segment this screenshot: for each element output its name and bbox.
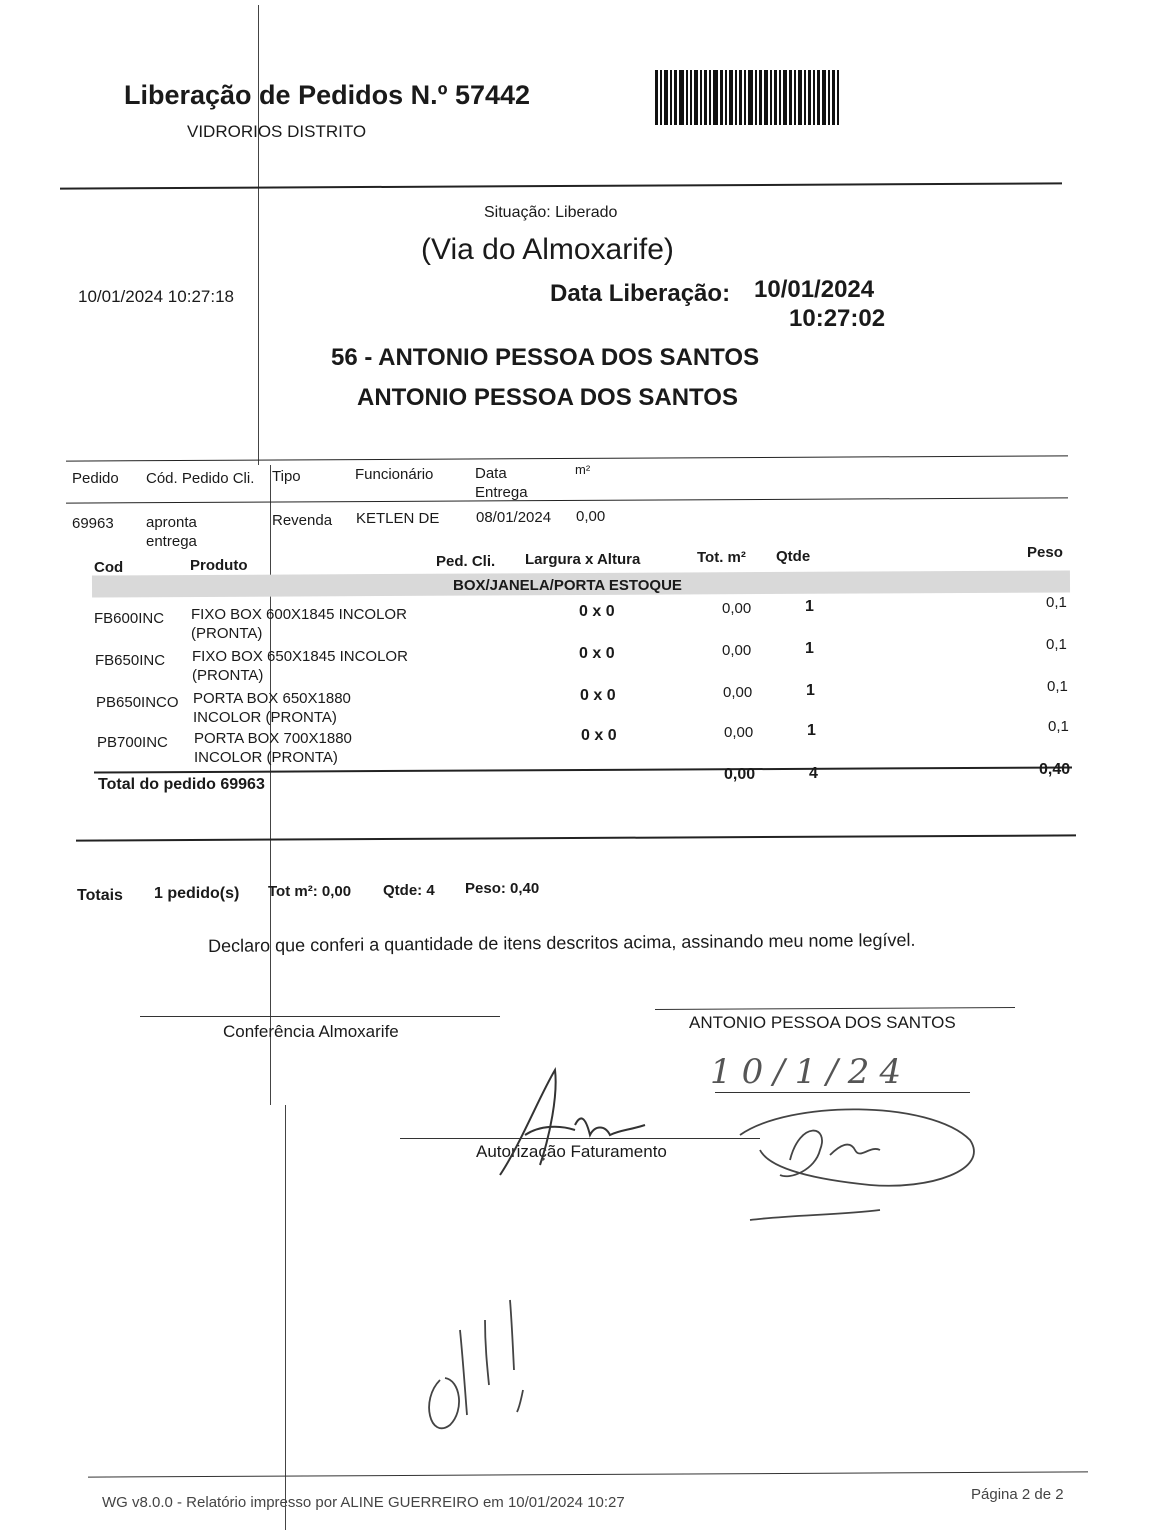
totals-divider [76, 834, 1076, 841]
item-cod: FB650INC [95, 652, 166, 669]
order-pedido: 69963 [72, 515, 114, 532]
handwritten-signature-autorizacao [480, 1055, 680, 1185]
items-col-qtde: Qtde [776, 548, 811, 565]
order-tipo: Revenda [272, 512, 333, 529]
order-total-m2: 0,00 [724, 766, 756, 783]
signature-line-conferencia [140, 1016, 500, 1017]
data-liberacao-date: 10/01/2024 [754, 276, 875, 303]
group-label: BOX/JANELA/PORTA ESTOQUE [453, 577, 682, 594]
items-total-divider [94, 766, 1072, 773]
item-tot-m2: 0,00 [724, 724, 754, 741]
signature-cliente-label: ANTONIO PESSOA DOS SANTOS [689, 1013, 956, 1032]
items-col-cod: Cod [94, 559, 124, 576]
item-dims: 0 x 0 [581, 727, 617, 744]
order-funcionario: KETLEN DE [356, 510, 440, 527]
order-data-entrega: 08/01/2024 [476, 509, 552, 526]
totals-m2: Tot m²: 0,00 [268, 883, 352, 900]
item-qtde: 1 [807, 722, 816, 739]
cliente-line-2: ANTONIO PESSOA DOS SANTOS [357, 384, 738, 411]
handwritten-date: 10/1/24 [710, 1052, 912, 1092]
handwritten-signature-cliente [730, 1090, 990, 1230]
item-qtde: 1 [806, 682, 815, 699]
item-peso: 0,1 [1048, 718, 1069, 735]
signature-line-cliente [655, 1007, 1015, 1010]
col-pedido: Pedido [72, 470, 119, 487]
items-col-ped-cli: Ped. Cli. [436, 553, 496, 570]
item-dims: 0 x 0 [579, 645, 615, 662]
declaration-text: Declaro que conferi a quantidade de itens descritos acima, assinando meu nome legível. [208, 929, 916, 956]
totals-qtde: Qtde: 4 [383, 882, 435, 899]
scan-line-artifact [285, 1105, 286, 1530]
footer-divider [88, 1471, 1088, 1477]
barcode [655, 70, 839, 125]
items-col-tot-m2: Tot. m² [697, 549, 746, 566]
item-qtde: 1 [805, 598, 814, 615]
col-cod-pedido-cli: Cód. Pedido Cli. [146, 470, 255, 487]
item-tot-m2: 0,00 [722, 642, 752, 659]
item-peso: 0,1 [1046, 594, 1067, 611]
order-total-qtde: 4 [809, 765, 818, 782]
items-col-largura-altura: Largura x Altura [525, 551, 641, 568]
signature-autorizacao-label: Autorização Faturamento [476, 1142, 667, 1161]
cliente-line-1: 56 - ANTONIO PESSOA DOS SANTOS [331, 344, 760, 371]
item-peso: 0,1 [1046, 636, 1067, 653]
item-produto: PORTA BOX 700X1880 INCOLOR (PRONTA) [194, 730, 352, 766]
scan-line-artifact [258, 5, 259, 465]
print-datetime: 10/01/2024 10:27:18 [78, 287, 234, 306]
item-tot-m2: 0,00 [723, 684, 753, 701]
order-divider-top [66, 455, 1068, 461]
item-tot-m2: 0,00 [722, 600, 752, 617]
item-dims: 0 x 0 [580, 687, 616, 704]
item-produto: FIXO BOX 650X1845 INCOLOR (PRONTA) [192, 648, 408, 684]
via-label: (Via do Almoxarife) [421, 233, 674, 266]
order-cod-cli: apronta entrega [146, 514, 197, 550]
footer-printed-by: WG v8.0.0 - Relatório impresso por ALINE GUERREIRO em 10/01/2024 10:27 [102, 1494, 625, 1511]
footer-page: Página 2 de 2 [971, 1486, 1064, 1503]
data-liberacao-label: Data Liberação: [550, 280, 731, 307]
totals-label: Totais [77, 887, 123, 904]
col-funcionario: Funcionário [355, 466, 434, 483]
col-data-entrega: Data Entrega [475, 465, 528, 501]
order-total-peso: 0,40 [1039, 761, 1071, 778]
items-col-produto: Produto [190, 557, 248, 574]
handwritten-mark [415, 1290, 545, 1440]
order-m2: 0,00 [576, 508, 606, 525]
col-m2: m² [575, 462, 591, 477]
item-qtde: 1 [805, 640, 814, 657]
scan-line-artifact [270, 465, 271, 1105]
header-divider [60, 182, 1062, 189]
signature-conferencia-label: Conferência Almoxarife [223, 1022, 399, 1041]
totals-pedidos: 1 pedido(s) [154, 885, 240, 902]
totals-peso: Peso: 0,40 [465, 880, 540, 897]
data-liberacao-time: 10:27:02 [789, 305, 886, 332]
item-cod: PB650INCO [96, 694, 179, 711]
page-title: Liberação de Pedidos N.º 57442 [124, 80, 531, 110]
item-peso: 0,1 [1047, 678, 1068, 695]
col-tipo: Tipo [272, 468, 301, 485]
item-produto: PORTA BOX 650X1880 INCOLOR (PRONTA) [193, 690, 351, 726]
company-name: VIDRORIOS DISTRITO [187, 122, 367, 141]
item-dims: 0 x 0 [579, 603, 615, 620]
order-header-divider [66, 497, 1068, 503]
item-cod: FB600INC [94, 610, 165, 627]
items-col-peso: Peso [1027, 544, 1063, 561]
item-cod: PB700INC [97, 734, 168, 751]
item-produto: FIXO BOX 600X1845 INCOLOR (PRONTA) [191, 606, 407, 642]
situacao: Situação: Liberado [484, 204, 618, 221]
order-total-label: Total do pedido 69963 [98, 776, 265, 793]
